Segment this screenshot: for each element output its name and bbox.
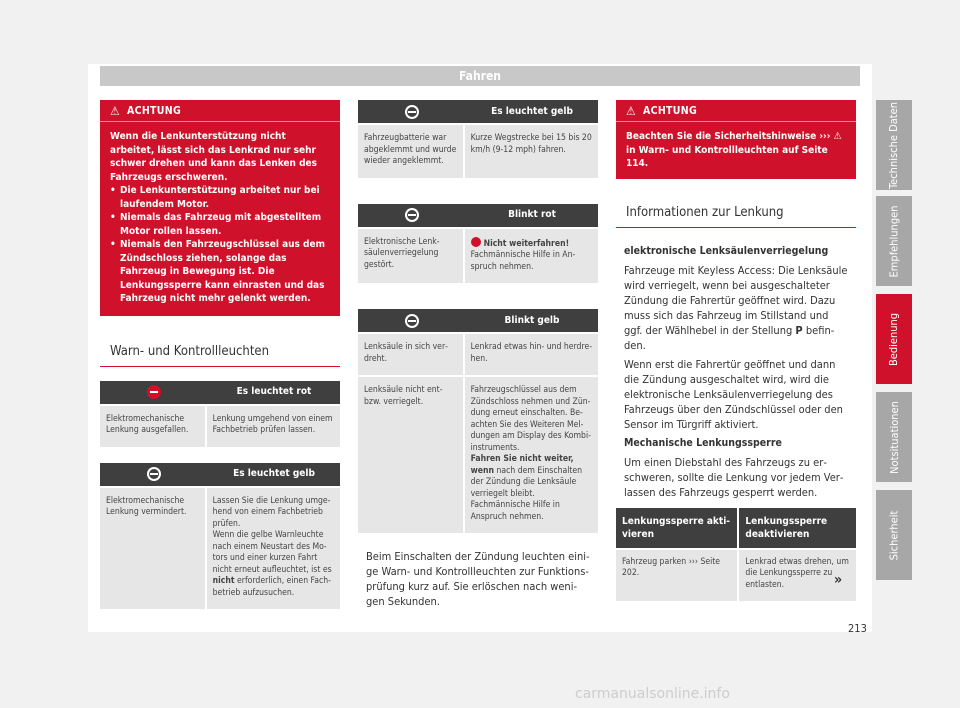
warning-body <box>100 122 340 306</box>
side-tab-technische-daten[interactable]: Technische Daten <box>876 100 912 190</box>
intro-text: Beim Einschalten der Zündung leuchten einige Warn- und Kontrollleuchten zur Funktionsprüfung kurz auf. Sie erlöschen nach wenigen Sekunden. <box>366 550 590 608</box>
warning-label: ACHTUNG <box>126 104 182 117</box>
indicator-table-yellow: Es leuchtet gelb Elektromechanische Lenkung vermindert. Lassen Sie die Lenkung umgehend von einem Fachbetrieb prüfen. Wenn die gelbe Warnleuchte nach einem Neustart des Motors und einer kurzen Fahrt nicht erneut aufleuchtet, ist es nicht erforderlich, einen Fachbetrieb aufzusuchen. <box>100 463 340 610</box>
indicator-table-blink-yellow: Blinkt gelb Lenksäule in sich verdreht. Lenkrad etwas hin- und herdrehen. Lenksäule nicht entbzw. verriegelt. Fahrzeugschlüssel aus dem Zündschloss nehmen und Zündung erneut einschalten. Beachten Sie des Weiteren Meldungen am Display des Kombiinstruments. Fahren Sie nicht weiter, wenn nach dem Einschalten der Zündung die Lenksäule verriegelt bleibt. Fachmännische Hilfe in Anspruch nehmen. <box>358 309 598 533</box>
side-tab-empfehlungen[interactable]: Empfehlungen <box>876 196 912 286</box>
steering-wheel-icon <box>147 467 161 481</box>
cross-reference-link[interactable]: ››› <box>688 556 698 567</box>
steering-wheel-icon <box>405 314 419 328</box>
column-right <box>616 100 856 601</box>
indicator-table-red: Es leuchtet rot Elektromechanische Lenkung ausgefallen. Lenkung umgehend von einem Fachbetrieb prüfen lassen. <box>100 381 340 447</box>
watermark: carmanualsonline.info <box>575 686 730 702</box>
steering-wheel-icon <box>405 208 419 222</box>
section-title: Informationen zur Lenkung <box>616 205 856 228</box>
column-left <box>100 100 340 609</box>
warning-box <box>100 100 340 316</box>
page-number: 213 <box>848 622 867 635</box>
cross-reference-link[interactable]: ››› <box>819 131 831 142</box>
side-tab-bedienung[interactable]: Bedienung <box>876 294 912 384</box>
warning-bullet: • Niemals den Fahrzeugschlüssel aus dem Zündschloss ziehen, solange das Fahrzeug in Bewegung ist. Die Lenkungssperre kann einrasten und das Fahrzeug nicht mehr gelenkt werden. <box>110 239 325 304</box>
bullet-icon: • <box>110 239 116 250</box>
continue-marker: » <box>834 572 843 588</box>
warning-head <box>100 100 340 122</box>
side-tab-sicherheit[interactable]: Sicherheit <box>876 490 912 580</box>
side-tab-notsituationen[interactable]: Notsituationen <box>876 392 912 482</box>
indicator-table-yellow-battery: Es leuchtet gelb Fahrzeugbatterie war abgeklemmt und wurde wieder angeklemmt. Kurze Wegstrecke bei 15 bis 20 km/h (9-12 mph) fahren. <box>358 100 598 178</box>
page-header: Fahren <box>100 66 860 86</box>
warning-triangle-icon: ⚠ <box>833 131 842 142</box>
lock-table: Lenkungssperre aktivieren Lenkungssperre deaktivieren Fahrzeug parken ››› Seite 202. Lenkrad etwas drehen, um die Lenkungssperre zu entlasten. <box>616 508 856 602</box>
section-title: Warn- und Kontrollleuchten <box>100 344 340 367</box>
warning-triangle-icon: ⚠ <box>626 103 636 118</box>
steering-wheel-icon <box>405 105 419 119</box>
bullet-icon: • <box>110 212 116 223</box>
warning-triangle-icon: ⚠ <box>110 103 120 118</box>
stop-icon <box>471 237 481 247</box>
warning-bullet: • Die Lenkunterstützung arbeitet nur bei laufendem Motor. <box>110 185 320 210</box>
column-middle <box>358 100 598 609</box>
warning-box: ⚠ ACHTUNG Beachten Sie die Sicherheitshinweise ››› ⚠ in Warn- und Kontrollleuchten auf Seite 114. <box>616 100 856 179</box>
steering-wheel-red-icon <box>147 385 161 399</box>
steering-info: elektronische Lenksäulenverriegelung Fahrzeuge mit Keyless Access: Die Lenksäule wird verriegelt, wenn bei ausgeschalteter Zündung die Fahrertür geöffnet wird. Dazu muss sich das Fahrzeug im Stillstand und ggf. der Wählhebel in der Stellung P befinden. Wenn erst die Fahrertür geöffnet und dann die Zündung ausgeschaltet wird, wird die elektronische Lenksäulenverriegelung des Fahrzeugs über den Zündschlüssel oder den Sensor im Türgriff aktiviert. Mechanische Lenkungssperre Um einen Diebstahl des Fahrzeugs zu erschweren, sollte die Lenkung vor jedem Verlassen des Fahrzeugs gesperrt werden. <box>624 244 848 499</box>
warning-intro: Wenn die Lenkunterstützung nicht arbeitet, lässt sich das Lenkrad nur sehr schwer drehen und kann das Lenken des Fahrzeugs erschweren. <box>110 131 317 183</box>
indicator-table-blink-red: Blinkt rot Elektronische Lenksäulenverriegelung gestört. Nicht weiterfahren! Fachmännische Hilfe in Anspruch nehmen. <box>358 204 598 284</box>
bullet-icon: • <box>110 185 116 196</box>
warning-bullet: • Niemals das Fahrzeug mit abgestelltem Motor rollen lassen. <box>110 212 322 237</box>
